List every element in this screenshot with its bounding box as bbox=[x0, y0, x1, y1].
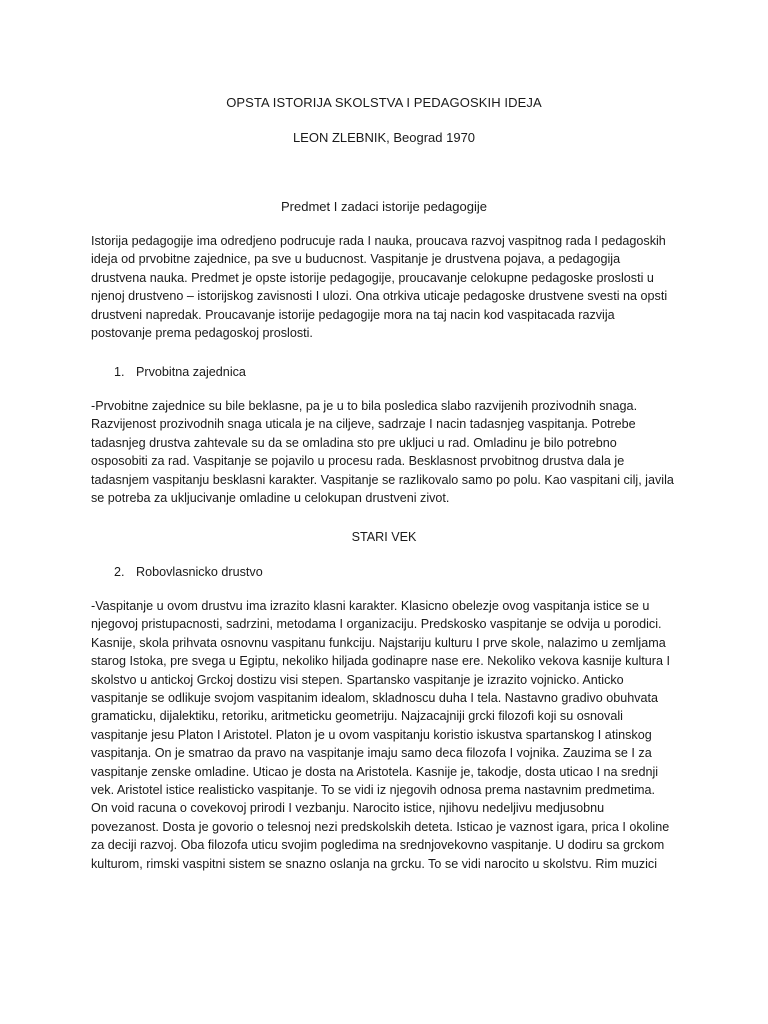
text-line: njegovoj pristupacnosti, sadrzini, metodama I organizaciju. Predskosko vaspitanje se odvija u porodici. bbox=[91, 617, 662, 632]
list-number: 2. bbox=[114, 565, 125, 579]
text-line: Razvijenost prozivodnih snaga uticala je na ciljeve, sadrzaje I nacin tadasnjeg vaspitanja. Potrebe bbox=[91, 417, 636, 432]
text-line: vaspitanje se odlikuje svojom vaspitanim idealom, skladnoscu duha I tela. Nastavno gradivo obuhvata bbox=[91, 691, 659, 706]
text-line: osposobiti za rad. Vaspitanje se pojavilo u procesu rada. Besklasnost prvobitnog drustva dala je bbox=[91, 454, 625, 469]
list-item-heading bbox=[114, 565, 263, 579]
paragraph-robovlasnicko bbox=[91, 597, 681, 873]
text-line: se potreba za ukljucivanje omladine u celokupan drustveni zivot. bbox=[91, 491, 450, 506]
text-line: vek. Aristotel istice realisticko vaspitanje. To se vidi iz njegovih odnosa prema nastavnim predmetima. bbox=[91, 783, 655, 798]
text-line: vaspitanje jesu Platon I Aristotel. Platon je u ovom vaspitanju koristio iskustva spartanskog I atinskog bbox=[91, 727, 652, 742]
document-author: LEON ZLEBNIK, Beograd 1970 bbox=[292, 130, 476, 145]
text-line: gramaticku, dijalektiku, retoriku, aritmeticku geometriju. Najzacajniji grcki filozofi koji su osnovali bbox=[91, 709, 623, 724]
text-line: za deciji razvoj. Oba filozofa uticu svojim pogledima na srednjovekovno vaspitanje. U dodiru sa grckom bbox=[91, 838, 665, 853]
text-line: povezanost. Dosta je govorio o telesnoj nezi predskolskih deteta. Isticao je vaznost igara, prica I okoline bbox=[91, 819, 670, 834]
text-line: On void racuna o covekovoj prirodi I vezbanju. Narocito istice, njihovu nedeljivu medjusobnu bbox=[91, 801, 605, 816]
list-item-heading bbox=[114, 365, 246, 379]
text-line: vaspitanja. On je smatrao da pravo na vaspitanje imaju samo deca filozofa I vojnika. Zauzima se I za bbox=[91, 746, 652, 761]
document-title: OPSTA ISTORIJA SKOLSTVA I PEDAGOSKIH IDEJA bbox=[226, 95, 542, 110]
text-line: tadasnjem vaspitanju besklasni karakter. Vaspitanje se razlikovalo samo po polu. Kao vaspitani cilj, javila bbox=[91, 472, 674, 487]
text-line: tadasnjeg drustva zahtevale su da se omladina sto pre ukljuci u rad. Omladinu je bilo potrebno bbox=[91, 435, 617, 450]
text-line: ideja od prvobitne zajednice, pa sve u buducnost. Vaspitanje je drustvena pojava, a pedagogija bbox=[91, 252, 621, 267]
era-heading: STARI VEK bbox=[351, 530, 417, 544]
text-line: Kasnije, skola prihvata osnovnu vaspitanu funkciju. Najstariju kulturu I prve skole, nalazimo u zemljama bbox=[91, 635, 666, 650]
text-line: kulturom, rimski vaspitni sistem se snazno oslanja na grcku. To se vidi narocito u skolstvu. Rim muzici bbox=[91, 856, 657, 871]
text-line: skolstvo u antickoj Grckoj dostizu visi stepen. Spartansko vaspitanje je izrazito vojnicko. Anticko bbox=[91, 672, 624, 687]
section-heading: Predmet I zadaci istorije pedagogije bbox=[281, 199, 487, 214]
text-line: drustveni napredak. Proucavanje istorije pedagogije mora na taj nacin kod vaspitacada razvija bbox=[91, 307, 615, 322]
text-line: starog Istoka, pre svega u Egiptu, nekoliko hiljada godinapre nase ere. Nekoliko vekova kasnije kultura I bbox=[91, 654, 670, 669]
paragraph-intro bbox=[91, 232, 681, 342]
text-line: postovanje prema pedagoskoj proslosti. bbox=[91, 326, 313, 341]
text-line: vaspitanje zenske omladine. Uticao je dosta na Aristotela. Kasnije je, takodje, dosta uticao I na srednji bbox=[91, 764, 659, 779]
text-line: drustvena nauka. Predmet je opste istorije pedagogije, proucavanje celokupne pedagoske proslosti u bbox=[91, 270, 654, 285]
text-line: -Vaspitanje u ovom drustvu ima izrazito klasni karakter. Klasicno obelezje ovog vaspitanja istice se u bbox=[91, 599, 650, 613]
text-line: njenoj drustveno – istorijskog zavisnosti I ulozi. Ona otrkiva uticaje pedagoske drustvene svesti na opsti bbox=[91, 289, 668, 304]
list-label: Prvobitna zajednica bbox=[136, 365, 246, 379]
list-number: 1. bbox=[114, 365, 125, 379]
paragraph-prvobitna bbox=[91, 397, 681, 507]
list-label: Robovlasnicko drustvo bbox=[136, 565, 263, 579]
text-line: -Prvobitne zajednice su bile beklasne, pa je u to bila posledica slabo razvijenih prozivodnih snaga. bbox=[91, 399, 638, 413]
text-line: Istorija pedagogije ima odredjeno podrucuje rada I nauka, proucava razvoj vaspitnog rada I pedagoskih bbox=[91, 234, 666, 248]
